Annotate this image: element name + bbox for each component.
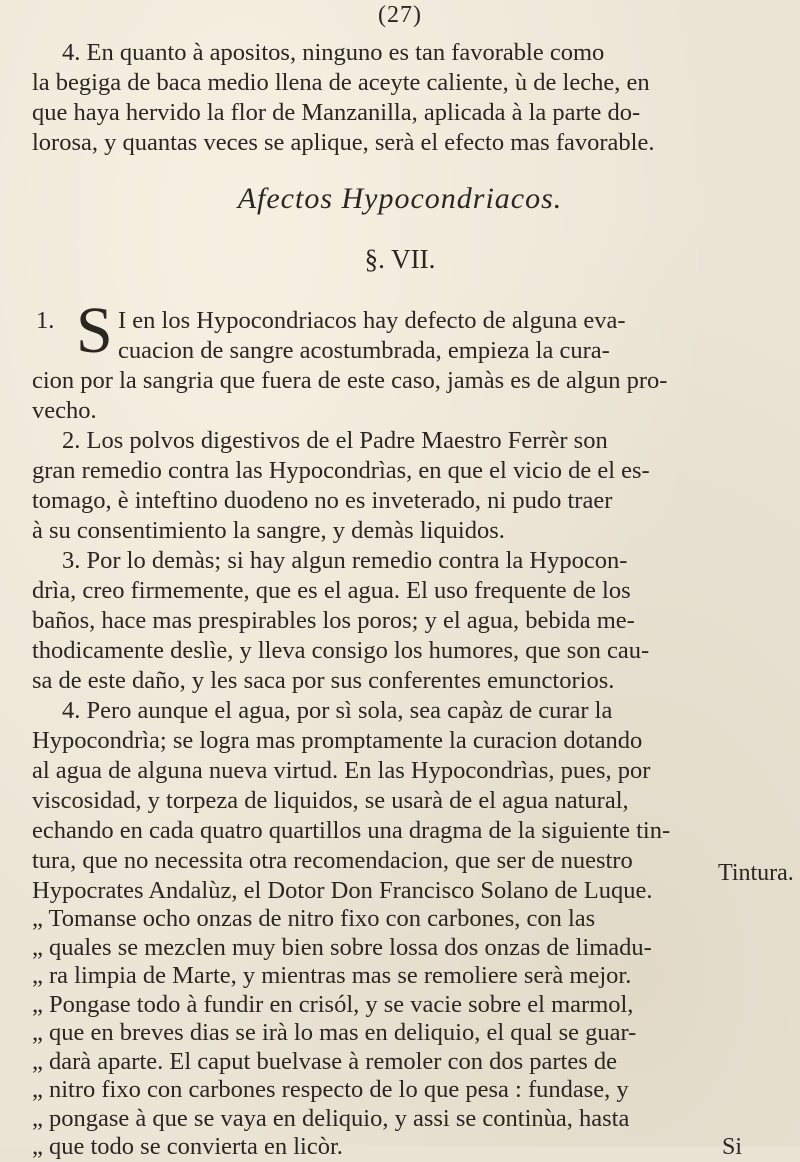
- text-line: 4. Pero aunque el agua, por sì sola, sea capàz de curar la: [62, 697, 613, 724]
- text-line: que haya hervido la flor de Manzanilla, aplicada à la parte do-: [32, 99, 641, 126]
- quoted-line: „ que todo se convierta en licòr.: [32, 1133, 343, 1160]
- paragraph-number: 1.: [36, 307, 55, 334]
- text-line: thodicamente deslìe, y lleva consigo los humores, que son cau-: [32, 637, 650, 664]
- quoted-line: „ ra limpia de Marte, y mientras mas se remoliere serà mejor.: [32, 962, 632, 989]
- text-line: 3. Por lo demàs; si hay algun remedio contra la Hypocon-: [62, 547, 628, 574]
- text-line: gran remedio contra las Hypocondrìas, en que el vicio de el es-: [32, 457, 650, 484]
- section-heading: Afectos Hypocondriacos.: [237, 182, 563, 215]
- text-line: tura, que no necessita otra recomendacion, que ser de nuestro: [32, 847, 633, 874]
- text-line: viscosidad, y torpeza de liquidos, se usarà de el agua natural,: [32, 787, 629, 814]
- text-line: Hypocondrìa; se logra mas promptamente la curacion dotando: [32, 727, 643, 754]
- text-line: cuacion de sangre acostumbrada, empieza la cura-: [118, 337, 610, 364]
- drop-cap: S: [76, 294, 113, 367]
- text-line: Hypocrates Andalùz, el Dotor Don Francisco Solano de Luque.: [32, 877, 653, 904]
- text-line: sa de este daño, y les saca por sus conferentes emunctorios.: [32, 667, 615, 694]
- text-line: tomago, è inteftino duodeno no es inveterado, ni pudo traer: [32, 487, 613, 514]
- quoted-line: „ Pongase todo à fundir en crisól, y se vacie sobre el marmol,: [32, 990, 634, 1018]
- text-line: 2. Los polvos digestivos de el Padre Maestro Ferrèr son: [62, 427, 608, 454]
- quoted-line: „ Tomanse ocho onzas de nitro fixo con carbones, con las: [32, 905, 596, 932]
- text-line: baños, hace mas prespirables los poros; y el agua, bebida me-: [32, 607, 635, 634]
- quoted-line: „ pongase à que se vaya en deliquio, y assi se continùa, hasta: [32, 1104, 630, 1132]
- text-line: la begiga de baca medio llena de aceyte caliente, ù de leche, en: [32, 69, 650, 96]
- text-line: I en los Hypocondriacos hay defecto de alguna eva-: [118, 307, 626, 334]
- quoted-line: „ darà aparte. El caput buelvase à remoler con dos partes de: [32, 1047, 617, 1075]
- text-line: vecho.: [32, 397, 97, 424]
- catchword: Si: [722, 1134, 743, 1160]
- text-line: cion por la sangria que fuera de este caso, jamàs es de algun pro-: [32, 367, 668, 394]
- quoted-line: „ quales se mezclen muy bien sobre lossa dos onzas de limadu-: [32, 933, 652, 961]
- quoted-line: „ que en breves dias se irà lo mas en deliquio, el qual se guar-: [32, 1019, 637, 1046]
- text-line: à su consentimiento la sangre, y demàs liquidos.: [32, 517, 505, 544]
- quoted-line: „ nitro fixo con carbones respecto de lo que pesa : fundase, y: [32, 1076, 629, 1103]
- section-number: §. VII.: [364, 244, 436, 274]
- text-line: drìa, creo firmemente, que es el agua. El uso frequente de los: [32, 577, 631, 604]
- text-line: echando en cada quatro quartillos una dragma de la siguiente tin-: [32, 817, 671, 844]
- text-line: al agua de alguna nueva virtud. En las Hypocondrìas, pues, por: [32, 757, 651, 784]
- page-number: (27): [378, 2, 422, 28]
- text-line: lorosa, y quantas veces se aplique, serà el efecto mas favorable.: [32, 129, 655, 156]
- margin-note: Tintura.: [718, 860, 794, 886]
- text-line: 4. En quanto à apositos, ninguno es tan favorable como: [62, 39, 605, 66]
